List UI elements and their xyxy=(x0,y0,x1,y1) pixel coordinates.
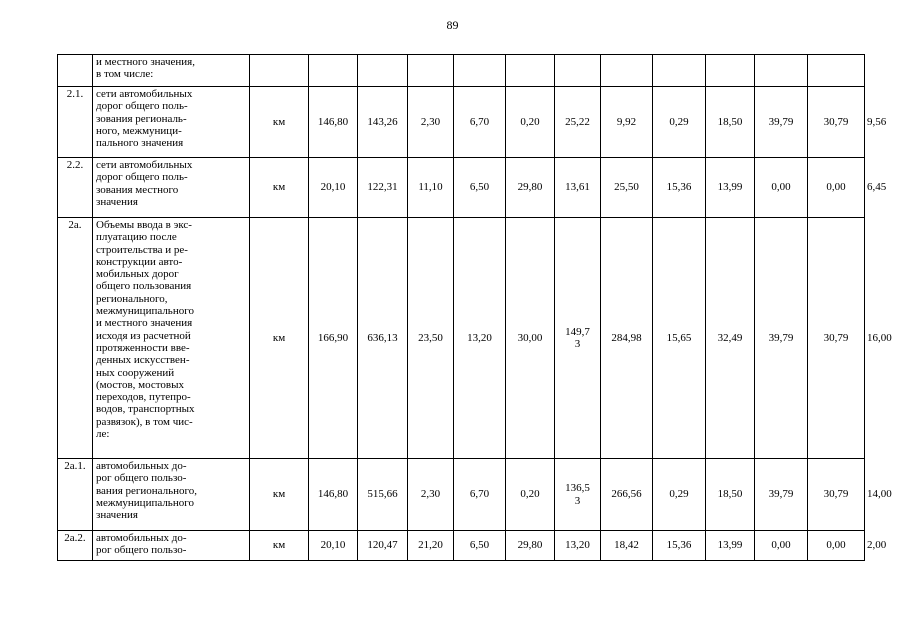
unit-cell: км xyxy=(250,158,309,218)
value-cell: 0,00 xyxy=(755,531,808,561)
indicator-name-cell: сети автомобильных дорог общего поль- зования местного значения xyxy=(93,158,250,218)
value-cell: 146,80 xyxy=(309,87,358,158)
row-number-cell: 2.2. xyxy=(58,158,93,218)
value-cell: 18,50 xyxy=(706,87,755,158)
value-cell xyxy=(653,55,706,87)
value-cell: 120,47 xyxy=(358,531,408,561)
unit-cell: км xyxy=(250,531,309,561)
value-cell: 0,20 xyxy=(506,459,555,531)
value-cell: 6,70 xyxy=(454,459,506,531)
value-cell: 39,79 xyxy=(755,459,808,531)
table-body xyxy=(58,55,892,561)
value-cell: 2,30 xyxy=(408,87,454,158)
value-cell: 13,20 xyxy=(555,531,601,561)
value-cell: 18,42 xyxy=(601,531,653,561)
value-cell: 18,50 xyxy=(706,459,755,531)
value-cell: 0,00 xyxy=(808,531,865,561)
unit-cell: км xyxy=(250,218,309,459)
value-cell: 6,70 xyxy=(454,87,506,158)
table-row: 2а.1. автомобильных до- рог общего пользо- вания регионального, межмуниципального значения км 146,80 515,66 2,30 6,70 0,20 136,5 3 266,56 0,29 18,50 39,79 30,79 14,00 xyxy=(58,459,865,531)
value-cell: 266,56 xyxy=(601,459,653,531)
value-cell xyxy=(408,55,454,87)
value-cell: 20,10 xyxy=(309,158,358,218)
value-cell: 6,50 xyxy=(454,158,506,218)
value-cell: 13,99 xyxy=(706,531,755,561)
value-cell xyxy=(309,55,358,87)
value-cell: 143,26 xyxy=(358,87,408,158)
value-cell: 0,00 xyxy=(755,158,808,218)
value-cell: 32,49 xyxy=(706,218,755,459)
value-cell: 30,79 xyxy=(808,218,865,459)
value-cell: 39,79 xyxy=(755,218,808,459)
value-cell: 15,36 xyxy=(653,158,706,218)
page-number: 89 xyxy=(446,18,459,32)
value-cell: 39,79 xyxy=(755,87,808,158)
value-cell xyxy=(358,55,408,87)
value-cell xyxy=(555,55,601,87)
value-cell: 0,20 xyxy=(506,87,555,158)
unit-cell: км xyxy=(250,459,309,531)
value-cell: 11,10 xyxy=(408,158,454,218)
indicator-name-cell: автомобильных до- рог общего пользо- xyxy=(93,531,250,561)
value-cell: 13,99 xyxy=(706,158,755,218)
unit-cell xyxy=(250,55,309,87)
value-cell: 166,90 xyxy=(309,218,358,459)
value-cell xyxy=(755,55,808,87)
table-row: 2.1. сети автомобильных дорог общего поль- зования региональ- ного, межмуници- пального значения км 146,80 143,26 2,30 6,70 0,20 25,22 9,92 0,29 18,50 39,79 30,79 9,56 xyxy=(58,87,865,158)
indicator-name-cell: автомобильных до- рог общего пользо- вания регионального, межмуниципального значения xyxy=(93,459,250,531)
indicator-name-cell: Объемы ввода в экс- плуатацию после строительства и ре- конструкции авто- мобильных дорог общего пользования регионального, межмуниципального и местного значения исходя из расчетной протяженности вве- денных искусствен- ных сооружений (мостов, мостовых переходов, путепро- водов, транспортных развязок), в том чис- ле: xyxy=(93,218,250,459)
value-cell: 15,36 xyxy=(653,531,706,561)
table-row xyxy=(58,55,865,87)
value-cell xyxy=(601,55,653,87)
data-table xyxy=(57,54,892,561)
value-cell: 29,80 xyxy=(506,158,555,218)
value-cell: 0,00 xyxy=(808,158,865,218)
value-cell: 13,20 xyxy=(454,218,506,459)
value-cell: 23,50 xyxy=(408,218,454,459)
table-row: 2а. Объемы ввода в экс- плуатацию после строительства и ре- конструкции авто- мобильных дорог общего пользования регионального, межмуниципального и местного значения исходя из расчетной протяженности вве- денных искусствен- ных сооружений (мостов, мостовых переходов, путепро- водов, транспортных развязок), в том чис- ле: км 166,90 636,13 23,50 13,20 30,00 149,7 3 284,98 15,65 32,49 39,79 30,79 16,00 xyxy=(58,218,865,459)
row-number-cell xyxy=(58,55,93,87)
table-row: 2.2. сети автомобильных дорог общего поль- зования местного значения км 20,10 122,31 11,10 6,50 29,80 13,61 25,50 15,36 13,99 0,00 0,00 6,45 xyxy=(58,158,865,218)
row-number-cell: 2.1. xyxy=(58,87,93,158)
value-cell: 149,7 3 xyxy=(555,218,601,459)
value-cell: 21,20 xyxy=(408,531,454,561)
value-cell xyxy=(808,55,865,87)
row-number-cell: 2а. xyxy=(58,218,93,459)
value-cell: 15,65 xyxy=(653,218,706,459)
value-cell: 20,10 xyxy=(309,531,358,561)
value-cell xyxy=(506,55,555,87)
value-cell: 30,00 xyxy=(506,218,555,459)
value-cell: 13,61 xyxy=(555,158,601,218)
value-cell xyxy=(454,55,506,87)
value-cell: 25,50 xyxy=(601,158,653,218)
value-cell: 2,30 xyxy=(408,459,454,531)
indicator-name-cell: и местного значения, в том числе: xyxy=(93,55,250,87)
table-row: 2а.2. автомобильных до- рог общего пользо- км 20,10 120,47 21,20 6,50 29,80 13,20 18,42 15,36 13,99 0,00 0,00 2,00 xyxy=(58,531,865,561)
value-cell: 515,66 xyxy=(358,459,408,531)
value-cell: 9,92 xyxy=(601,87,653,158)
value-cell: 0,29 xyxy=(653,459,706,531)
value-cell: 30,79 xyxy=(808,459,865,531)
value-cell: 636,13 xyxy=(358,218,408,459)
value-cell: 0,29 xyxy=(653,87,706,158)
value-cell: 30,79 xyxy=(808,87,865,158)
value-cell: 25,22 xyxy=(555,87,601,158)
value-cell: 284,98 xyxy=(601,218,653,459)
row-number-cell: 2а.1. xyxy=(58,459,93,531)
value-cell: 146,80 xyxy=(309,459,358,531)
value-cell: 29,80 xyxy=(506,531,555,561)
row-number-cell: 2а.2. xyxy=(58,531,93,561)
value-cell: 6,50 xyxy=(454,531,506,561)
value-cell xyxy=(706,55,755,87)
value-cell: 122,31 xyxy=(358,158,408,218)
unit-cell: км xyxy=(250,87,309,158)
value-cell: 136,5 3 xyxy=(555,459,601,531)
indicator-name-cell: сети автомобильных дорог общего поль- зования региональ- ного, межмуници- пального значения xyxy=(93,87,250,158)
